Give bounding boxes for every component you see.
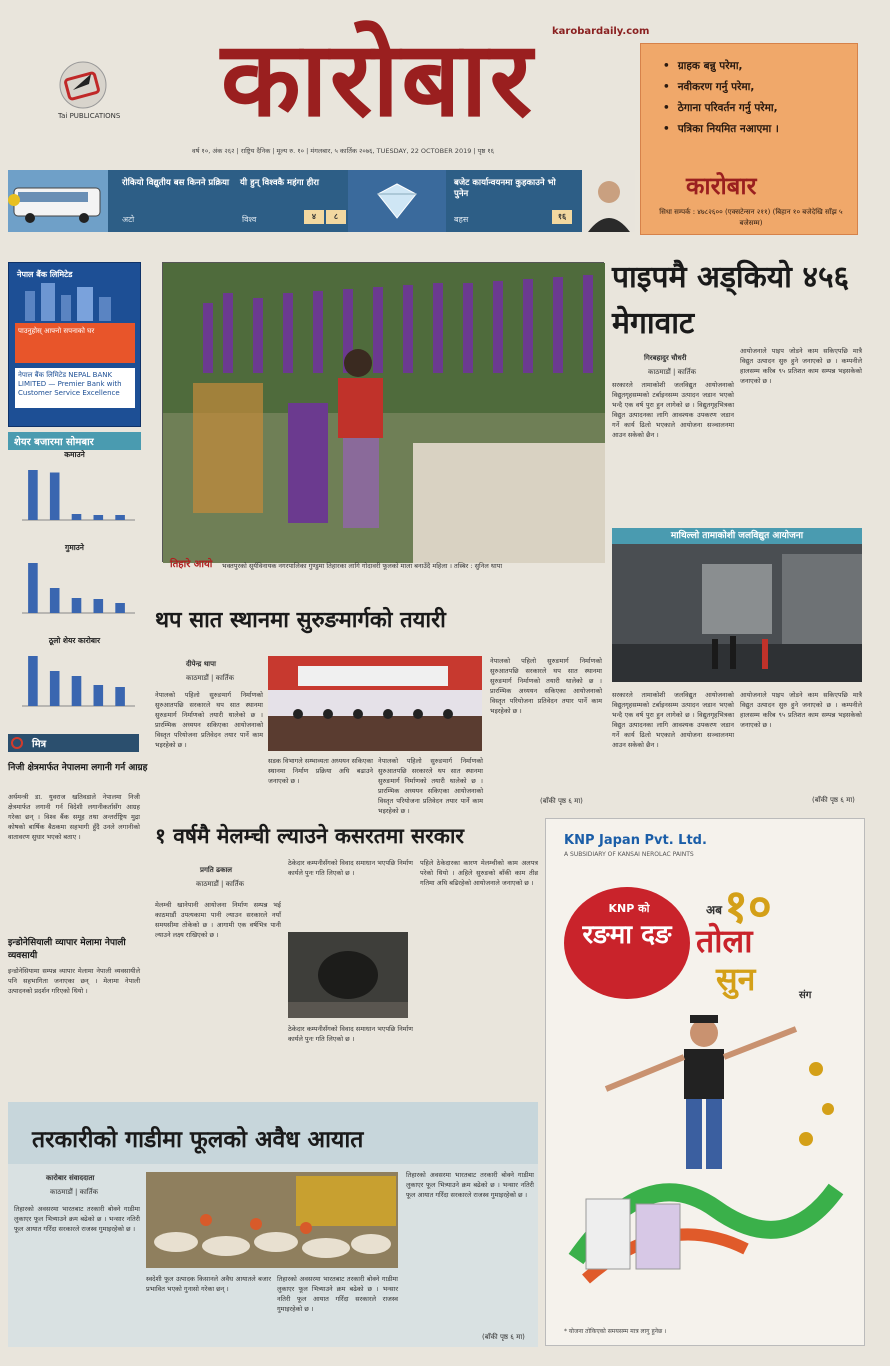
bank-ad-title: नेपाल बैंक लिमिटेड [17, 270, 73, 279]
promo-line: • ग्राहक बन्नु परेमा, [663, 56, 847, 77]
knp-prize-suffix: संग [799, 990, 812, 1001]
knp-paint-ad[interactable] [545, 818, 865, 1346]
promo-list [641, 44, 857, 140]
chart-bar [72, 598, 82, 613]
chart-bar [28, 470, 38, 520]
mitra-story2-body: इन्डोनेसियामा सम्पन्न व्यापार मेलामा नेपाली व्यवसायीले पनि सहभागिता जनाएका छन् । मेलामा नेपाली उत्पादनको प्रदर्शन गरिएको थियो । [8, 967, 140, 995]
knp-brand: KNP Japan Pvt. Ltd. [564, 833, 707, 848]
lead-headline[interactable]: पाइपमै अड्कियो ४५६ मेगावाट [612, 260, 850, 341]
promo-brand: कारोबार [686, 171, 757, 200]
teaser-section: बहस [454, 215, 469, 224]
chart-bar [50, 671, 60, 706]
garland-photo-image [163, 263, 605, 563]
teaser-debate[interactable] [446, 170, 635, 232]
mitra-story2-title[interactable]: इन्डोनेसियाली व्यापार मेलामा नेपाली व्यवसायी [8, 938, 126, 961]
bank-ad-footer: नेपाल बैंक लिमिटेड NEPAL BANK LIMITED — Premier Bank with Customer Service Excellence [15, 368, 135, 408]
chart-title: गुमाउने [65, 543, 84, 552]
masthead-title[interactable]: कारोबार [220, 17, 535, 140]
lead-byline: गिरबहादुर चौधरी [644, 354, 687, 362]
teaser-page: ८ [326, 210, 346, 224]
site-url[interactable]: karobardaily.com [552, 26, 650, 37]
teaser-world[interactable] [236, 170, 446, 232]
veg-body-col2: स्वदेशी फूल उत्पादक किसानले अवैध आयातले बजार प्रभावित भएको गुनासो गरेका छन् । [146, 1275, 271, 1293]
chart-plot [8, 648, 141, 720]
tunnel-body-col1: नेपालको पहिलो सुरुङमार्ग निर्माणको सुरुआतपछि सरकारले थप सात स्थानमा सुरुङमार्ग निर्माणको तयारी थालेको छ । प्रारम्भिक अध्ययन सकिएका आयोजनाको विस्तृत परियोजना प्रतिवेदन तयार पार्ने काम भइरहेको छ । [155, 691, 263, 749]
chart-bar [50, 588, 60, 613]
lead-dateline: काठमाडौं | कार्तिक [648, 368, 696, 376]
hydro-photo[interactable] [612, 528, 862, 682]
knp-footer: * योजना तोकिएको समयसम्म मात्र लागु हुनेछ । [564, 1328, 667, 1335]
photo-caption: भक्तपुरको सूर्यविनायक नगरपालिका गुण्डुमा तिहारका लागि गोदावरी फूलको माला बनाउँदै महिला । तस्बिर : सुनिल थापा [222, 562, 503, 570]
teaser-page: १६ [552, 210, 572, 224]
chart-bar [94, 599, 104, 613]
bank-ad[interactable] [8, 262, 141, 427]
chart-bar [72, 514, 82, 520]
tunnel-dateline: काठमाडौं | कार्तिक [186, 674, 234, 682]
melamchi-tunnel-photo[interactable] [288, 932, 408, 1018]
market-chart-gainers [8, 450, 141, 536]
knp-circle-small: KNP को [608, 902, 650, 915]
chart-bar [72, 676, 82, 706]
tunnel-byline: दीपेन्द्र थापा [186, 660, 216, 668]
veg-dateline: काठमाडौं | कार्तिक [50, 1188, 98, 1196]
melamchi-body-col4: पहिले ठेकेदारका कारण मेलम्चीको काम अलपत्र परेको थियो । अहिले सुरुङको बाँकी काम तीव्र गतिमा अघि बढिरहेको आयोजनाले जनाएको छ । [420, 859, 538, 887]
garland-photo[interactable] [162, 262, 604, 562]
tunnel-body-col3: नेपालको पहिलो सुरुङमार्ग निर्माणको सुरुआतपछि सरकारले थप सात स्थानमा सुरुङमार्ग निर्माणको तयारी थालेको छ । प्रारम्भिक अध्ययन सकिएका आयोजनाको विस्तृत परियोजना प्रतिवेदन तयार पार्ने काम भइरहेको छ । [378, 757, 483, 815]
mitra-story1-title[interactable]: निजी क्षेत्रमार्फत नेपालमा लगानी गर्न आग्रह [8, 763, 148, 773]
tunnel-body-col2: सडक विभागले सम्भाव्यता अध्ययन सकिएका स्थानमा निर्माण प्रक्रिया अघि बढाउने जनाएको छ । [268, 757, 373, 785]
teaser-section: अटो [122, 215, 135, 224]
lead-body-col3: सरकारले तामाकोशी जलविद्युत आयोजनाको विद्युतगृहसम्मको टर्बाइनसम्म उत्पादन जडान भएको भन्दै एक वर्ष पुरा हुन लागेको छ । विद्युतगृहभित्रका विद्युत उत्पादनका लागि आवश्यक उपकरण जडान गर्ने कार्य ढिलो भएकाले आयोजना सञ्चालनमा आउन सकेको छैन । [612, 691, 734, 749]
tunnel-headline[interactable]: थप सात स्थानमा सुरुङमार्गको तयारी [155, 607, 446, 633]
melamchi-body-col3: ठेकेदार कम्पनीसँगको विवाद समाधान भएपछि निर्माण कार्यले पुनः गति लिएको छ । [288, 1025, 413, 1043]
chart-bar [50, 473, 60, 521]
chart-plot [8, 462, 141, 534]
chart-bar [28, 563, 38, 613]
melamchi-dateline: काठमाडौं | कार्तिक [196, 880, 244, 888]
knp-prize-gold: सुन [716, 960, 756, 998]
melamchi-byline: प्रगति ढकाल [200, 866, 233, 874]
columnist-avatar [582, 170, 635, 232]
photo-label: तिहारे आयो [170, 559, 213, 570]
chart-title: ठूलो शेयर कारोबार [48, 636, 101, 645]
tunnel-body-col4: नेपालको पहिलो सुरुङमार्ग निर्माणको सुरुआतपछि सरकारले थप सात स्थानमा सुरुङमार्ग निर्माणको तयारी थालेको छ । प्रारम्भिक अध्ययन सकिएका आयोजनाको विस्तृत परियोजना प्रतिवेदन तयार पार्ने काम भइरहेको छ । [490, 657, 602, 715]
bus-thumbnail [8, 170, 108, 232]
knp-prize-tola: तोला [696, 922, 753, 960]
chart-bar [115, 687, 125, 706]
tunnel-continued: (बाँकी पृष्ठ ६ मा) [540, 797, 583, 805]
diamond-icon [348, 170, 446, 232]
city-skyline-icon [15, 283, 135, 321]
knp-circle-text: रङमा दङ [582, 920, 672, 950]
knp-prize-number: १० [724, 879, 772, 933]
market-chart-turnover [8, 636, 141, 722]
tunnel-photo-image [268, 656, 482, 751]
veg-headline[interactable]: तरकारीको गाडीमा फूलको अवैध आयात [32, 1126, 364, 1153]
chart-title: कमाउने [64, 450, 85, 459]
publisher-caption: Tai PUBLICATIONS [58, 112, 121, 120]
veg-photo-image [146, 1172, 398, 1268]
lead-body-col2: आयोजनाले पाइप जोडने काम सकिएपछि मात्रै विद्युत उत्पादन सुरु हुने जनाएको छ । कम्पनीले हालसम्म करिब ९५ प्रतिशत काम सम्पन्न भइसकेको जनाएको छ । [740, 347, 862, 385]
bus-icon [8, 170, 108, 232]
veg-body-col3: तिहारको अवसरमा भारतबाट तरकारी बोक्ने गाडीमा लुकाएर फूल भित्र्याउने क्रम बढेको छ । भन्सार नतिरी फूल आयात गरिँदा सरकारले राजस्व गुमाइरहेको छ । [277, 1275, 398, 1313]
veg-continued: (बाँकी पृष्ठ ६ मा) [482, 1333, 525, 1341]
teaser-section: विश्व [242, 215, 257, 224]
teaser-page: ४ [304, 210, 324, 224]
veg-body-col4: तिहारको अवसरमा भारतबाट तरकारी बोक्ने गाडीमा लुकाएर फूल भित्र्याउने क्रम बढेको छ । भन्सार नतिरी फूल आयात गरिँदा सरकारले राजस्व गुमाइरहेको छ । [406, 1171, 534, 1199]
chart-bar [94, 515, 104, 520]
subscription-promo[interactable] [640, 43, 858, 235]
promo-line: • पत्रिका नियमित नआएमा । [663, 119, 847, 140]
promo-line: • ठेगाना परिवर्तन गर्नु परेमा, [663, 98, 847, 119]
chart-bar [115, 603, 125, 613]
chart-plot [8, 555, 141, 627]
chart-bar [28, 656, 38, 706]
chart-bar [94, 685, 104, 706]
promo-contact: सिधा सम्पर्क : ४७८२६०० (एक्सटेन्सन २११) (बिहान १० बजेदेखि साँझ ५ बजेसम्म) [659, 208, 843, 227]
melamchi-body-col1: मेलम्ची खानेपानी आयोजना निर्माण सम्पन्न भई काठमाडौं उपत्यकामा पानी ल्याउन सरकारले नयाँ समयसीमा तोकेको छ । आगामी एक वर्षभित्र पानी ल्याउने लक्ष्य राखिएको छ । [155, 901, 281, 939]
search-icon [11, 737, 23, 749]
publisher-logo-icon [55, 60, 111, 110]
lead-continued: (बाँकी पृष्ठ ६ मा) [812, 796, 855, 804]
teaser-headline: बजेट कार्यान्वयनमा कुहकाउने भो पुनेन [454, 178, 556, 199]
mitra-heading: मित्र [8, 734, 139, 752]
bank-ad-offer: पाउनुहोस् आफ्नो सपनाको घर [15, 323, 135, 363]
promo-line: • नवीकरण गर्नु परेमा, [663, 77, 847, 98]
hydro-photo-title: माथिल्लो तामाकोशी जलविद्युत आयोजना [612, 528, 862, 544]
veg-byline: कारोबार संवाददाता [46, 1174, 95, 1182]
knp-prize-prefix: अब [706, 903, 723, 917]
lead-body-col4: आयोजनाले पाइप जोडने काम सकिएपछि मात्रै विद्युत उत्पादन सुरु हुने जनाएको छ । कम्पनीले हालसम्म करिब ९५ प्रतिशत काम सम्पन्न भइसकेको जनाएको छ । [740, 691, 862, 729]
tunnel-photo[interactable] [268, 656, 482, 751]
flower-truck-photo[interactable] [146, 1172, 398, 1268]
melamchi-headline[interactable]: १ वर्षमै मेलम्ची ल्याउने कसरतमा सरकार [155, 823, 464, 848]
teaser-strip [8, 170, 635, 232]
chart-bar [115, 515, 125, 520]
market-chart-losers [8, 543, 141, 629]
lead-body-col1: सरकारले तामाकोशी जलविद्युत आयोजनाको विद्युतगृहसम्मको टर्बाइनसम्म उत्पादन जडान भएको भन्दै एक वर्ष पुरा हुन लागेको छ । विद्युतगृहभित्रका विद्युत उत्पादनका लागि आवश्यक उपकरण जडान गर्ने कार्य ढिलो भएकाले आयोजना सञ्चालनमा आउन सकेको छैन । [612, 381, 734, 439]
teaser-headline: रोकियो विद्युतीय बस किनने प्रक्रिया [122, 178, 230, 188]
dateline: वर्ष १०, अंक २६२ | राष्ट्रिय दैनिक | मूल्य रु. १० | मंगलबार, ५ कार्तिक २०७६, TUESDAY, 22 OCTOBER 2019 | पृष्ठ १६ [192, 147, 495, 155]
melamchi-photo-image [288, 932, 408, 1018]
veg-body-col1: तिहारको अवसरमा भारतबाट तरकारी बोक्ने गाडीमा लुकाएर फूल भित्र्याउने क्रम बढेको छ । भन्सार नतिरी फूल आयात गरिँदा सरकारले राजस्व गुमाइरहेको छ । [14, 1205, 140, 1233]
teaser-headline: यी हुन् विश्वकै महंगा हीरा [240, 178, 319, 188]
mitra-story1-body: अर्थमन्त्री डा. युवराज खतिवडाले नेपालमा निजी क्षेत्रमार्फत लगानी गर्न विदेशी लगानीकर्तासँग आग्रह गरेका छन् । विश्व बैंक समूह तथा अन्तर्राष्ट्रिय मुद्रा कोषको बार्षिक बैठकमा सहभागी हुँदै उनले लगानीको वातावरण सुधार भएको बताए । [8, 793, 140, 841]
hydro-photo-image [612, 544, 862, 682]
market-heading: शेयर बजारमा सोमबार [8, 432, 141, 450]
melamchi-body-col2: ठेकेदार कम्पनीसँगको विवाद समाधान भएपछि निर्माण कार्यले पुनः गति लिएको छ । [288, 859, 413, 877]
dancer-illustration-icon [566, 1009, 846, 1319]
knp-subline: A SUBSIDIARY OF KANSAI NEROLAC PAINTS [564, 851, 694, 858]
